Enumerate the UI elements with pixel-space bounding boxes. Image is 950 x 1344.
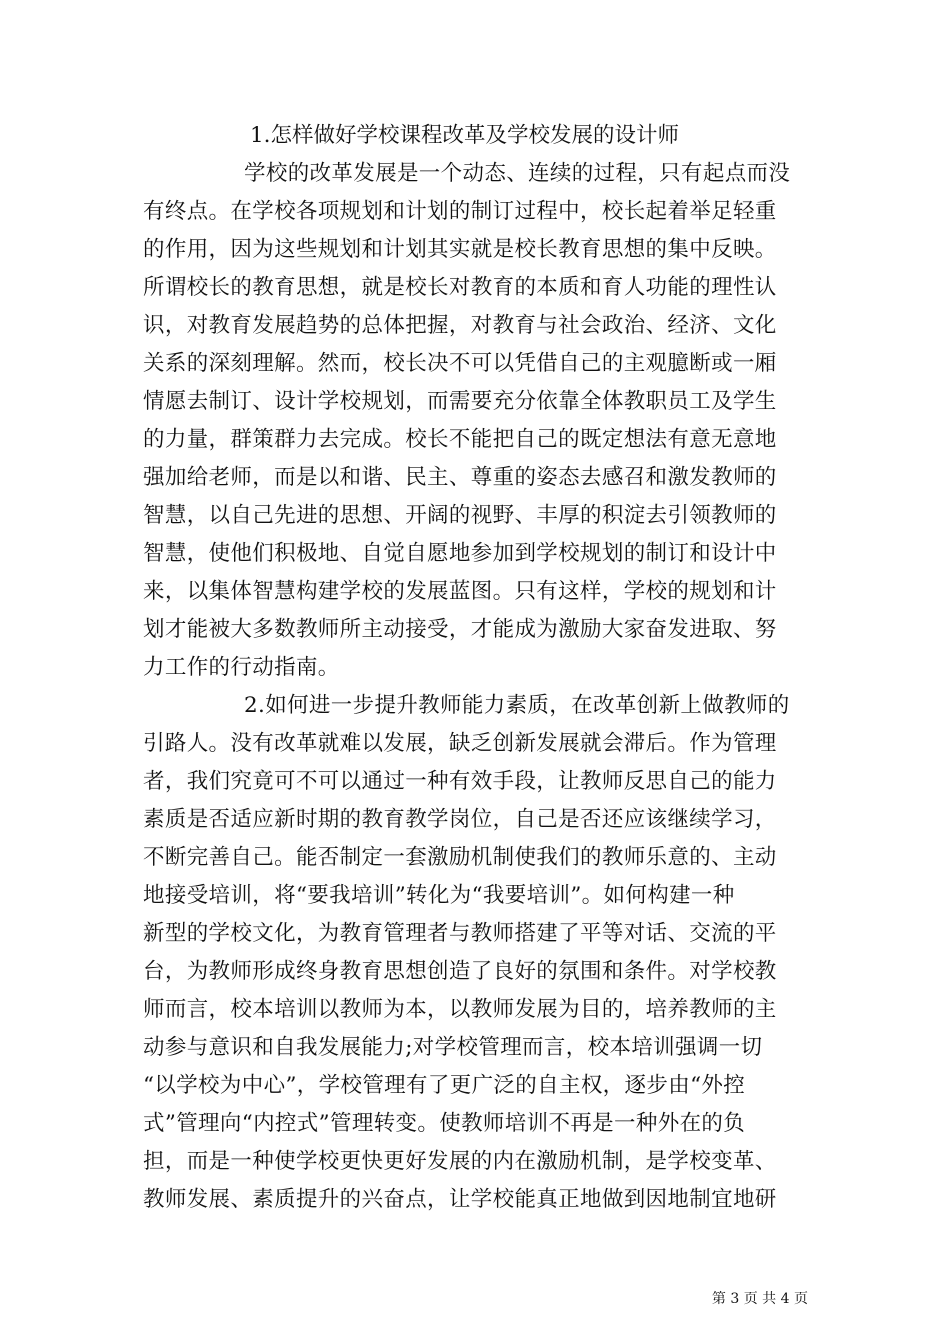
paragraph-line: 所谓校长的教育思想，就是校长对教育的本质和育人功能的理性认 xyxy=(143,275,777,300)
paragraph-line: 动参与意识和自我发展能力;对学校管理而言，校本培训强调一切 xyxy=(143,1035,763,1060)
paragraph-line: 的力量，群策群力去完成。校长不能把自己的既定想法有意无意地 xyxy=(143,427,777,452)
paragraph-line: 强加给老师，而是以和谐、民主、尊重的姿态去感召和激发教师的 xyxy=(143,465,777,490)
paragraph-line: 情愿去制订、设计学校规划，而需要充分依靠全体教职员工及学生 xyxy=(143,389,777,414)
paragraph-line: 者，我们究竟可不可以通过一种有效手段，让教师反思自己的能力 xyxy=(143,769,777,794)
paragraph-line: 学校的改革发展是一个动态、连续的过程，只有起点而没 xyxy=(244,161,791,186)
paragraph-line: 素质是否适应新时期的教育教学岗位，自己是否还应该继续学习， xyxy=(143,807,777,832)
paragraph-line: 师而言，校本培训以教师为本，以教师发展为目的，培养教师的主 xyxy=(143,997,777,1022)
paragraph-line: 力工作的行动指南。 xyxy=(143,655,340,680)
paragraph-line: 有终点。在学校各项规划和计划的制订过程中，校长起着举足轻重 xyxy=(143,199,777,224)
paragraph-line: 担，而是一种使学校更快更好发展的内在激励机制，是学校变革、 xyxy=(143,1149,777,1174)
paragraph-line: 教师发展、素质提升的兴奋点，让学校能真正地做到因地制宜地研 xyxy=(143,1187,777,1212)
paragraph-line: 的作用，因为这些规划和计划其实就是校长教育思想的集中反映。 xyxy=(143,237,777,262)
paragraph-line: 关系的深刻理解。然而，校长决不可以凭借自己的主观臆断或一厢 xyxy=(143,351,777,376)
paragraph-line: 划才能被大多数教师所主动接受，才能成为激励大家奋发进取、努 xyxy=(143,617,777,642)
paragraph-line: “以学校为中心”，学校管理有了更广泛的自主权，逐步由“外控 xyxy=(143,1073,746,1098)
paragraph-line: 来，以集体智慧构建学校的发展蓝图。只有这样，学校的规划和计 xyxy=(143,579,777,604)
paragraph-line: 2.如何进一步提升教师能力素质，在改革创新上做教师的 xyxy=(244,693,790,718)
paragraph-line: 智慧，使他们积极地、自觉自愿地参加到学校规划的制订和设计中 xyxy=(143,541,777,566)
paragraph-line: 不断完善自己。能否制定一套激励机制使我们的教师乐意的、主动 xyxy=(143,845,777,870)
section-heading-1: 1.怎样做好学校课程改革及学校发展的设计师 xyxy=(250,123,680,148)
paragraph-line: 新型的学校文化，为教育管理者与教师搭建了平等对话、交流的平 xyxy=(143,921,777,946)
paragraph-line: 智慧，以自己先进的思想、开阔的视野、丰厚的积淀去引领教师的 xyxy=(143,503,777,528)
paragraph-line: 引路人。没有改革就难以发展，缺乏创新发展就会滞后。作为管理 xyxy=(143,731,777,756)
paragraph-line: 识，对教育发展趋势的总体把握，对教育与社会政治、经济、文化 xyxy=(143,313,777,338)
paragraph-line: 式”管理向“内控式”管理转变。使教师培训不再是一种外在的负 xyxy=(143,1111,746,1136)
paragraph-line: 台，为教师形成终身教育思想创造了良好的氛围和条件。对学校教 xyxy=(143,959,777,984)
paragraph-line: 地接受培训，将“要我培训”转化为“我要培训”。如何构建一种 xyxy=(143,883,735,908)
page-number-footer: 第 3 页 共 4 页 xyxy=(711,1291,808,1307)
